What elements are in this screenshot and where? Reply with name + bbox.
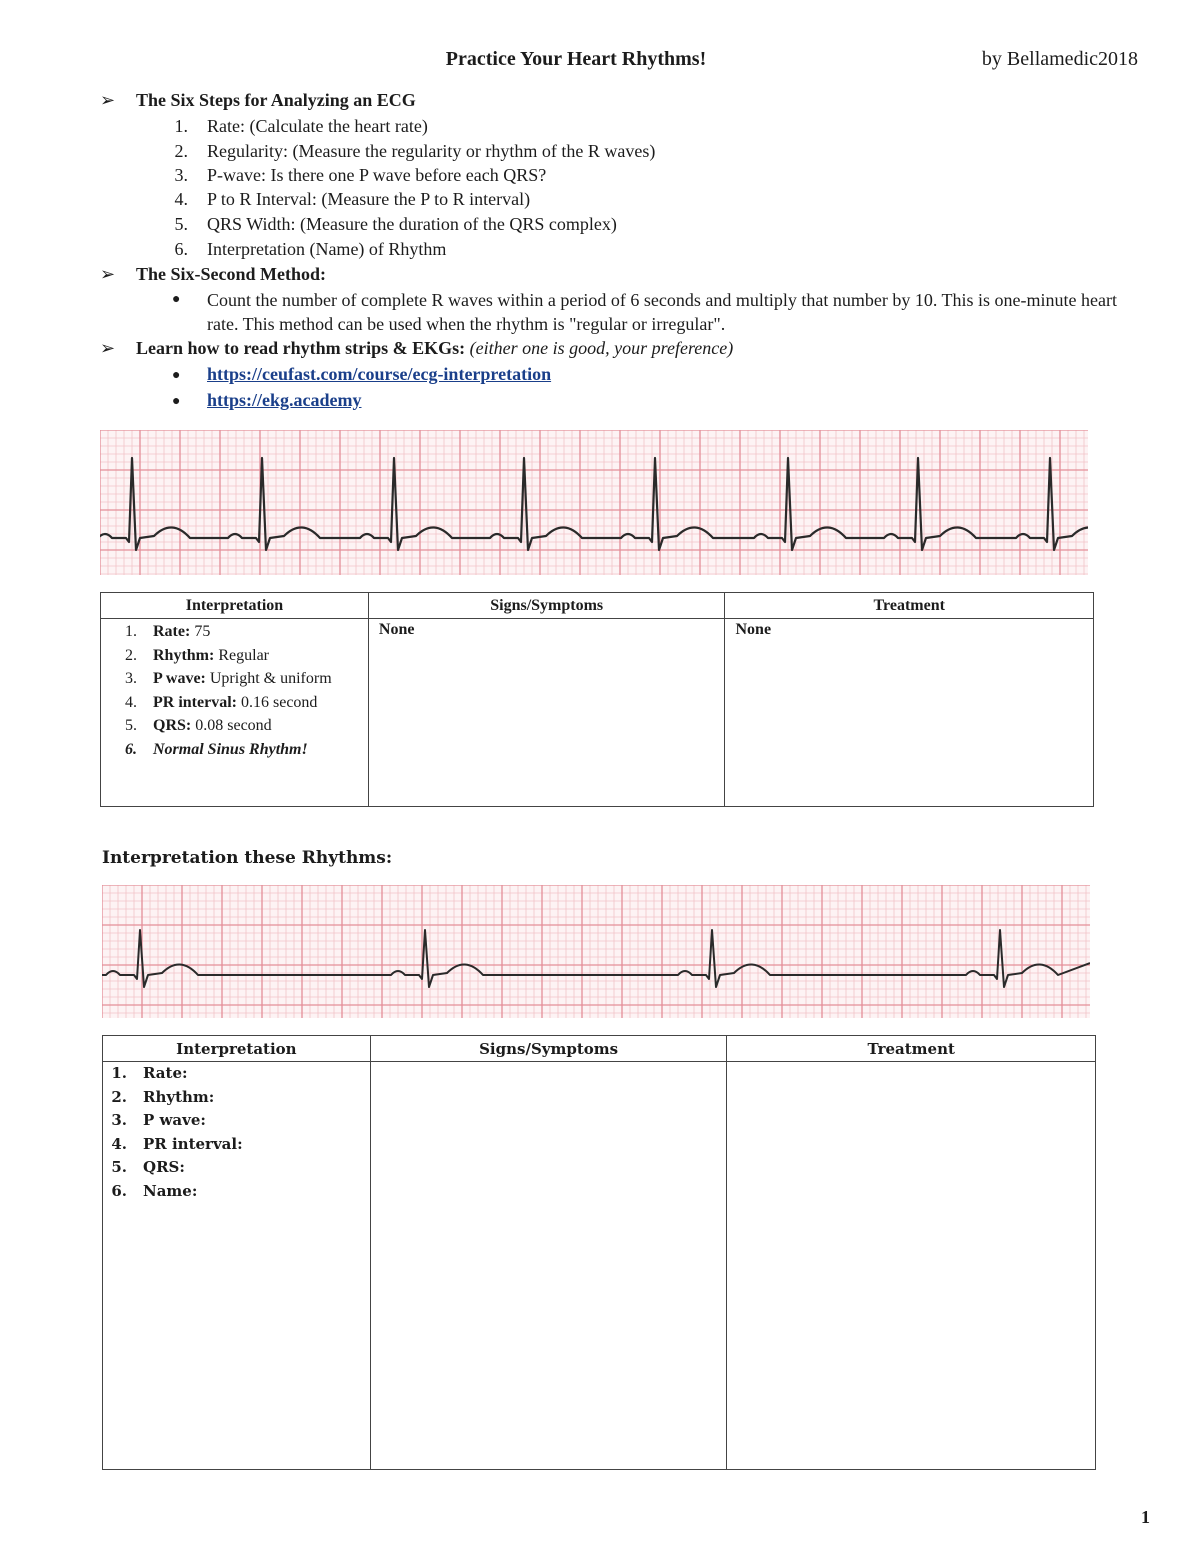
list-item: 2. Rhythm: Regular [125, 646, 269, 664]
step-text: QRS Width: (Measure the duration of the QRS complex) [207, 214, 617, 234]
ecg-strip-practice [102, 885, 1090, 1018]
arrow-bullet-icon: ➢ [100, 90, 116, 110]
step-number: 2. [174, 141, 188, 161]
header-treatment: Treatment [727, 1036, 1096, 1062]
interpretation-cell[interactable] [103, 1062, 371, 1470]
six-second-description: Count the number of complete R waves within a period of 6 seconds and multiply that number by 10. This is one-minute heart rate. This method can be used when the rhythm is "regular or irregular". [207, 290, 1117, 334]
step-text: Rate: (Calculate the heart rate) [207, 116, 428, 136]
section-note: (either one is good, your preference) [469, 338, 734, 358]
step-number: 5. [174, 214, 188, 234]
practice-subheading: Interpretation these Rhythms: [102, 848, 393, 868]
list-item: 6. Normal Sinus Rhythm! [125, 740, 308, 758]
bullet-icon: ● [172, 368, 181, 383]
list-item: 2. Rhythm: [111, 1087, 215, 1106]
step-number: 4. [174, 189, 188, 209]
signs-cell: None [368, 619, 725, 807]
treatment-cell: None [725, 619, 1094, 807]
header-signs-symptoms: Signs/Symptoms [368, 593, 725, 619]
bullet-icon: ● [172, 292, 181, 307]
list-item: 4. PR interval: [111, 1134, 243, 1153]
step-number: 6. [174, 239, 188, 259]
step-number: 3. [174, 165, 188, 185]
link-ekg-academy[interactable]: https://ekg.academy [207, 390, 362, 410]
treatment-cell[interactable] [727, 1062, 1096, 1470]
bullet-icon: ● [172, 394, 181, 409]
section-learn [100, 338, 733, 359]
interpretation-cell [101, 619, 369, 807]
section-heading: The Six-Second Method: [136, 264, 327, 284]
arrow-bullet-icon: ➢ [100, 338, 116, 358]
link-ceufast[interactable]: https://ceufast.com/course/ecg-interpretation [207, 364, 552, 384]
header-interpretation: Interpretation [103, 1036, 371, 1062]
step-text: P to R Interval: (Measure the P to R interval) [207, 189, 531, 209]
section-heading: The Six Steps for Analyzing an ECG [136, 90, 416, 110]
list-item: 1. Rate: [111, 1064, 188, 1082]
section-six-steps [100, 90, 416, 111]
interpretation-table-example [100, 592, 1094, 807]
list-item: 1. Rate: 75 [125, 623, 211, 640]
page-number: 1 [1141, 1507, 1150, 1527]
step-text: P-wave: Is there one P wave before each QRS? [207, 165, 547, 185]
ecg-strip-normal-sinus [100, 430, 1088, 575]
author-credit: by Bellamedic2018 [981, 48, 1138, 70]
list-item: 3. P wave: [111, 1111, 206, 1129]
list-item: 5. QRS: 0.08 second [125, 717, 272, 734]
header-treatment: Treatment [725, 593, 1094, 619]
section-six-second [100, 264, 326, 285]
page-title: Practice Your Heart Rhythms! [445, 48, 707, 70]
list-item: 5. QRS: [111, 1158, 185, 1176]
list-item: 6. Name: [111, 1181, 198, 1200]
step-number: 1. [174, 116, 188, 136]
list-item: 4. PR interval: 0.16 second [125, 693, 318, 711]
interpretation-table-practice [102, 1035, 1096, 1470]
signs-cell[interactable] [370, 1062, 727, 1470]
step-text: Regularity: (Measure the regularity or rhythm of the R waves) [207, 141, 656, 161]
list-item: 3. P wave: Upright & uniform [125, 670, 332, 687]
step-text: Interpretation (Name) of Rhythm [207, 239, 447, 259]
header-interpretation: Interpretation [101, 593, 369, 619]
section-heading: Learn how to read rhythm strips & EKGs: [136, 338, 466, 358]
arrow-bullet-icon: ➢ [100, 264, 116, 284]
header-signs-symptoms: Signs/Symptoms [370, 1036, 727, 1062]
